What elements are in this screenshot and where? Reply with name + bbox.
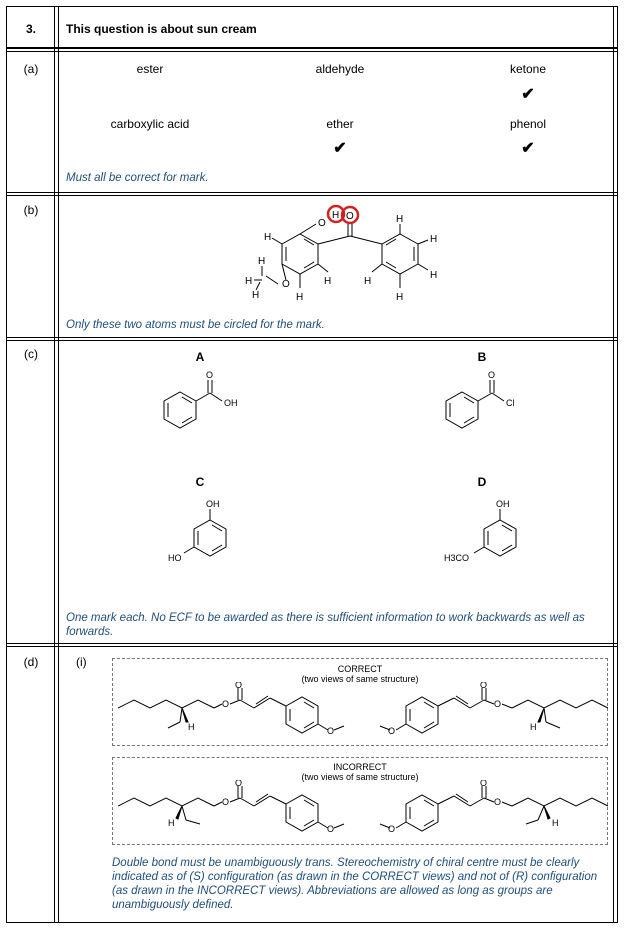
row-divider-b [6, 337, 618, 338]
atom-ho: HO [168, 553, 182, 563]
atom-oh: OH [224, 398, 238, 408]
atom-h: H [258, 256, 266, 267]
row-divider-a [6, 192, 618, 193]
row-divider-c-inner [6, 646, 618, 647]
group-carboxylic-acid: carboxylic acid [110, 117, 190, 131]
question-title: This question is about sun cream [66, 22, 257, 36]
atom-oh-oxygen: O [318, 218, 326, 229]
atom-ether-oxygen: O [282, 279, 290, 290]
atom-o: O [327, 726, 335, 736]
incorrect-views-caption: (two views of same structure) [301, 772, 419, 782]
atom-o: O [206, 370, 214, 380]
atom-h: H [188, 722, 195, 732]
compound-label-b: B [477, 350, 487, 364]
atom-h: H [396, 292, 404, 303]
part-b-label: (b) [23, 203, 39, 217]
tick-phenol: ✔ [521, 140, 535, 157]
atom-o: O [480, 780, 488, 788]
atom-o: O [235, 682, 243, 690]
atom-oh: OH [496, 499, 510, 509]
atom-hydroxyl-hydrogen: H [332, 210, 340, 221]
atom-o: O [235, 780, 243, 788]
atom-o: O [388, 824, 396, 834]
incorrect-structure-view-2 [370, 780, 610, 842]
resorcinol-structure [160, 495, 260, 575]
table-bottom-border [6, 922, 618, 923]
atom-o: O [488, 370, 496, 380]
benzoyl-chloride-structure [432, 370, 542, 440]
part-d-note: Double bond must be unambiguously trans. Stereochemistry of chiral centre must be clearly indicated as of (S) configuration (as drawn in the CORRECT views) and not of (R) configuration (as drawn in the INCORRECT views). Abbreviations are allowed as long as groups are unambiguously defined. [112, 857, 598, 911]
atom-h: H [324, 276, 332, 287]
table-top-border [6, 6, 618, 7]
correct-structure-view-2 [370, 682, 610, 744]
atom-h: H [530, 722, 537, 732]
table-right-border [617, 6, 618, 923]
question-number: 3. [25, 22, 36, 36]
atom-h: H [430, 234, 438, 245]
table-left-border [6, 6, 7, 923]
table-right-border-inner [613, 6, 614, 923]
atom-carbonyl-oxygen: O [346, 211, 354, 222]
tick-ketone: ✔ [521, 86, 535, 103]
part-d-label: (d) [23, 655, 39, 669]
part-a-note: Must all be correct for mark. [66, 172, 209, 184]
benzoic-acid-structure [150, 370, 260, 440]
header-divider [6, 47, 618, 49]
compound-label-a: A [195, 350, 205, 364]
atom-h: H [264, 232, 272, 243]
correct-views-caption: (two views of same structure) [301, 674, 419, 684]
atom-h3co: H3CO [444, 553, 470, 563]
row-divider-b-inner [6, 340, 618, 341]
atom-oh: OH [206, 499, 220, 509]
tick-ether: ✔ [333, 140, 347, 157]
group-ketone: ketone [509, 62, 547, 76]
group-aldehyde: aldehyde [315, 62, 365, 76]
group-phenol: phenol [509, 117, 547, 131]
atom-h: H [430, 270, 438, 281]
atom-o: O [494, 797, 502, 807]
column-divider-inner [58, 6, 59, 923]
part-d-sub-label: (i) [76, 655, 87, 669]
part-c-label: (c) [24, 347, 38, 361]
atom-o: O [480, 682, 488, 690]
atom-h: H [396, 214, 404, 225]
atom-h: H [245, 276, 253, 287]
column-divider [54, 6, 55, 923]
atom-o: O [494, 699, 502, 709]
group-ether: ether [326, 117, 354, 131]
atom-h: H [252, 290, 260, 301]
atom-h: H [552, 818, 559, 828]
header-divider-inner [6, 51, 618, 52]
group-ester: ester [136, 62, 164, 76]
compound-label-c: C [195, 475, 205, 489]
correct-caption: CORRECT [337, 664, 383, 674]
row-divider-c [6, 643, 618, 644]
benzophenone-structure-diagram [220, 196, 450, 316]
incorrect-structure-view-1 [118, 780, 358, 842]
atom-o: O [222, 797, 230, 807]
atom-o: O [222, 699, 230, 709]
part-c-note: One mark each. No ECF to be awarded as there is sufficient information to work backwards as well as forwards. [66, 612, 585, 638]
atom-o: O [327, 824, 335, 834]
atom-h: H [364, 276, 372, 287]
correct-structure-view-1 [118, 682, 358, 744]
part-a-label: (a) [23, 62, 39, 76]
methoxyphenol-structure [440, 495, 550, 575]
atom-h: H [168, 818, 175, 828]
atom-cl: Cl [506, 398, 515, 408]
atom-h: H [296, 292, 304, 303]
compound-label-d: D [477, 475, 487, 489]
part-b-note: Only these two atoms must be circled for the mark. [66, 319, 325, 331]
atom-o: O [388, 726, 396, 736]
incorrect-caption: INCORRECT [333, 762, 387, 772]
